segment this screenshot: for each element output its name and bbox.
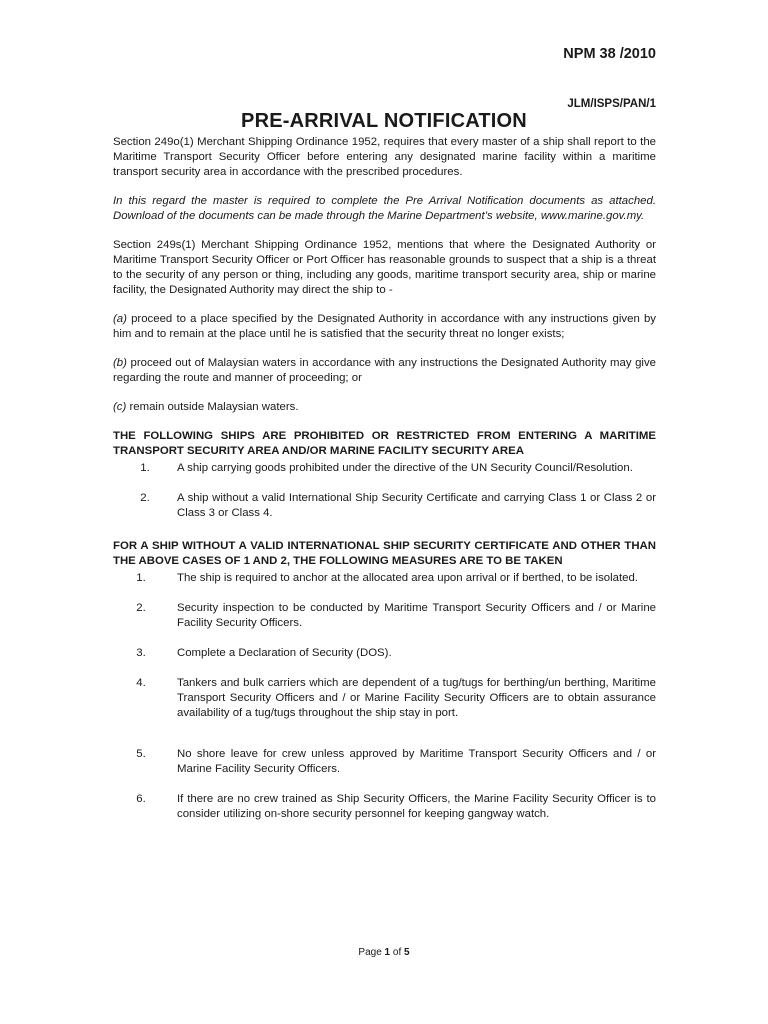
list-item-text: No shore leave for crew unless approved by Maritime Transport Security Officers and / or Marine Facility Security Officers. (177, 748, 656, 775)
list-item (113, 676, 656, 721)
page-footer (0, 947, 768, 958)
prohibited-ships-list (113, 461, 656, 521)
paragraph-instructions: In this regard the master is required to complete the Pre Arrival Notification documents as attached. Download of the documents can be made through the Marine Department’s website, www.marine.gov.my. (113, 195, 656, 222)
clause-b (113, 356, 656, 386)
clause-b-text: proceed out of Malaysian waters in accordance with any instructions the Designated Authority may give regarding the route and manner of proceeding; or (113, 357, 656, 384)
clause-a (113, 312, 656, 342)
list-item-number: 6. (136, 793, 146, 805)
list-item (113, 792, 656, 822)
list-item-text: Tankers and bulk carriers which are dependent of a tug/tugs for berthing/un berthing, Maritime Transport Security Officers and / or Marine Facility Security Officers are to obtain assurance availability of a tug/tugs throughout the ship stay in port. (177, 677, 656, 719)
list-item-text: Complete a Declaration of Security (DOS). (177, 647, 392, 659)
clause-c-label: (c) (113, 401, 127, 413)
clause-b-label: (b) (113, 357, 127, 369)
list-item (113, 491, 656, 521)
list-item-number: 5. (136, 748, 146, 760)
paragraph-section-249s: Section 249s(1) Merchant Shipping Ordinance 1952, mentions that where the Designated Authority or Maritime Transport Security Officer or Port Officer has reasonable grounds to suspect that a ship is a threat to the security of any person or thing, including any goods, maritime transport security area, ship or marine facility, the Designated Authority may direct the ship to - (113, 239, 656, 296)
list-item-number: 4. (136, 677, 146, 689)
clause-a-label: (a) (113, 313, 127, 325)
of-word: of (390, 947, 405, 958)
measures-list (113, 571, 656, 822)
list-item-text: A ship carrying goods prohibited under the directive of the UN Security Council/Resolution. (177, 462, 633, 474)
list-item-text: The ship is required to anchor at the allocated area upon arrival or if berthed, to be isolated. (177, 572, 638, 584)
clause-c-text: remain outside Malaysian waters. (126, 401, 299, 413)
current-page-number: 1 (384, 947, 391, 958)
page-word: Page (358, 947, 385, 958)
list-item-text: A ship without a valid International Ship Security Certificate and carrying Class 1 or Class 2 or Class 3 or Class 4. (177, 492, 656, 519)
total-page-count: 5 (404, 947, 410, 958)
clause-a-text: proceed to a place specified by the Designated Authority in accordance with any instructions given by him and to remain at the place until he is satisfied that the security threat no longer exists; (113, 313, 656, 340)
list-item-number: 1. (140, 462, 150, 474)
list-item (113, 646, 656, 661)
list-item-text: Security inspection to be conducted by Maritime Transport Security Officers and / or Marine Facility Security Officers. (177, 602, 656, 629)
page-title: PRE-ARRIVAL NOTIFICATION (241, 110, 527, 132)
document-body (113, 135, 656, 837)
document-code: JLM/ISPS/PAN/1 (567, 98, 656, 110)
list-item (113, 571, 656, 586)
list-item (113, 461, 656, 476)
section-heading-prohibited-ships: THE FOLLOWING SHIPS ARE PROHIBITED OR RESTRICTED FROM ENTERING A MARITIME TRANSPORT SECURITY AREA AND/OR MARINE FACILITY SECURITY AREA (113, 430, 656, 457)
list-item-number: 2. (136, 602, 146, 614)
paragraph-section-249o: Section 249o(1) Merchant Shipping Ordinance 1952, requires that every master of a ship shall report to the Maritime Transport Security Officer before entering any designated marine facility within a maritime transport security area in accordance with the prescribed procedures. (113, 136, 656, 178)
list-item-text: If there are no crew trained as Ship Security Officers, the Marine Facility Security Officer is to consider utilizing on-shore security personnel for keeping gangway watch. (177, 793, 656, 820)
list-item-number: 1. (136, 572, 146, 584)
list-item-number: 3. (136, 647, 146, 659)
list-item (113, 601, 656, 631)
section-heading-measures: FOR A SHIP WITHOUT A VALID INTERNATIONAL SHIP SECURITY CERTIFICATE AND OTHER THAN THE ABOVE CASES OF 1 AND 2, THE FOLLOWING MEASURES ARE TO BE TAKEN (113, 540, 656, 567)
list-item-number: 2. (140, 492, 150, 504)
list-item (113, 747, 656, 777)
clause-c (113, 400, 656, 415)
document-reference-number: NPM 38 /2010 (563, 46, 656, 62)
